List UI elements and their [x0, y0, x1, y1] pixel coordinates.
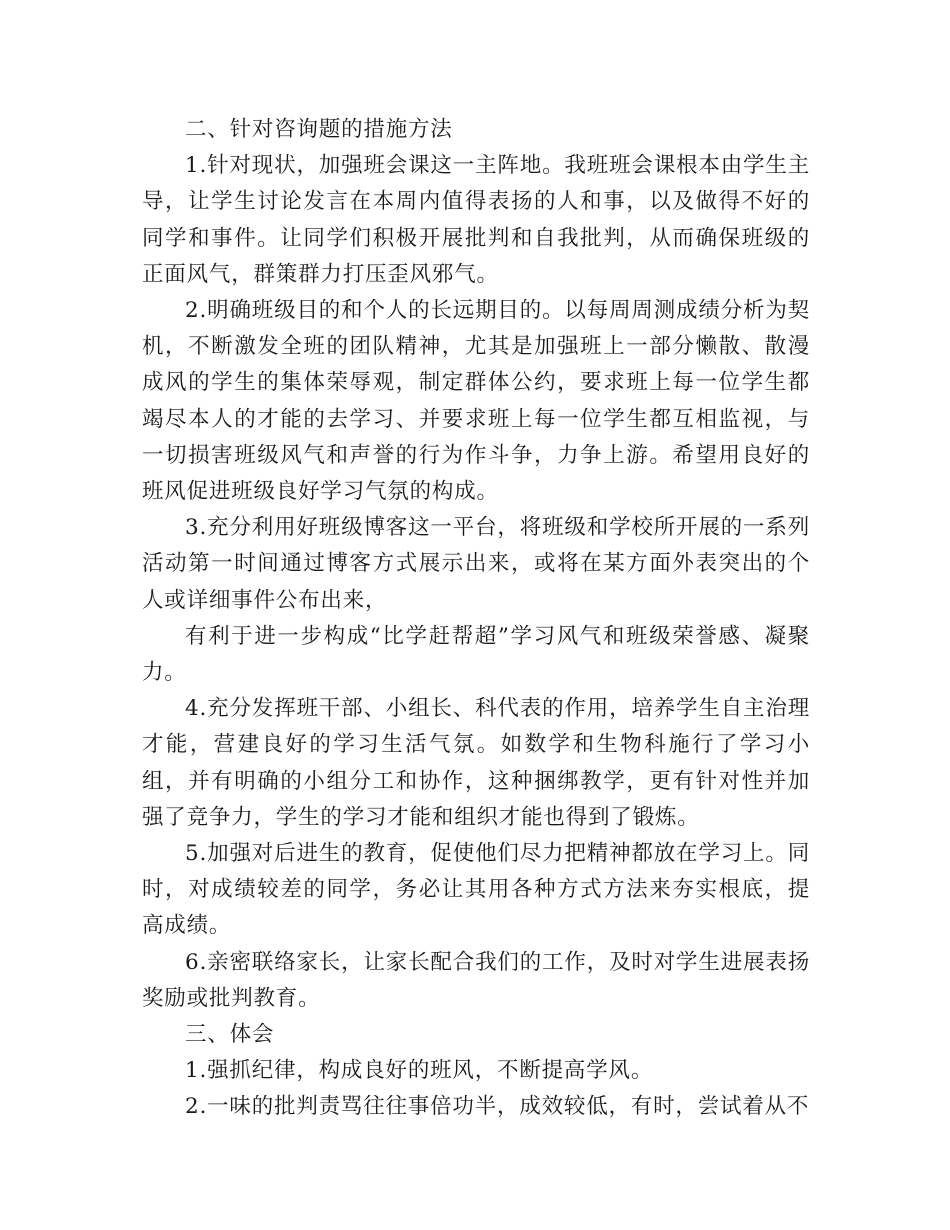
paragraph-item-3: 3.充分利用好班级博客这一平台，将班级和学校所开展的一系列活动第一时间通过博客方式展示出来，或将在某方面外表突出的个人或详细事件公布出来， — [142, 515, 810, 613]
reflection-item-2: 2.一味的批判责骂往往事倍功半，成效较低，有时，尝试着从不 — [185, 1094, 810, 1120]
reflection-item-1: 1.强抓纪律，构成良好的班风，不断提高学风。 — [185, 1058, 654, 1084]
paragraph-item-4: 4.充分发挥班干部、小组长、科代表的作用，培养学生自主治理才能，营建良好的学习生活气氛。如数学和生物科施行了学习小组，并有明确的小组分工和协作，这种捆绑教学，更有针对性并加强了竞争力，学生的学习才能和组织才能也得到了锻炼。 — [142, 696, 810, 830]
paragraph-item-2: 2.明确班级目的和个人的长远期目的。以每周周测成绩分析为契机，不断激发全班的团队精神，尤其是加强班上一部分懒散、散漫成风的学生的集体荣辱观，制定群体公约，要求班上每一位学生都竭尽本人的才能的去学习、并要求班上每一位学生都互相监视，与一切损害班级风气和声誉的行为作斗争，力争上游。希望用良好的班风促进班级良好学习气氛的构成。 — [142, 298, 810, 505]
paragraph-item-3-continued: 有利于进一步构成“比学赶帮超”学习风气和班级荣誉感、凝聚力。 — [142, 623, 810, 686]
paragraph-item-6: 6.亲密联络家长，让家长配合我们的工作，及时对学生进展表扬奖励或批判教育。 — [142, 949, 810, 1011]
paragraph-item-5: 5.加强对后进生的教育，促使他们尽力把精神都放在学习上。同时，对成绩较差的同学，务必让其用各种方式方法来夯实根底，提高成绩。 — [142, 841, 810, 939]
document-body — [142, 112, 810, 1126]
section-heading-reflections: 三、体会 — [185, 1022, 275, 1048]
paragraph-item-1: 1.针对现状，加强班会课这一主阵地。我班班会课根本由学生主导，让学生讨论发言在本周内值得表扬的人和事，以及做得不好的同学和事件。让同学们积极开展批判和自我批判，从而确保班级的正面风气，群策群力打压歪风邪气。 — [142, 153, 810, 287]
section-heading-measures: 二、针对咨询题的措施方法 — [185, 117, 453, 142]
